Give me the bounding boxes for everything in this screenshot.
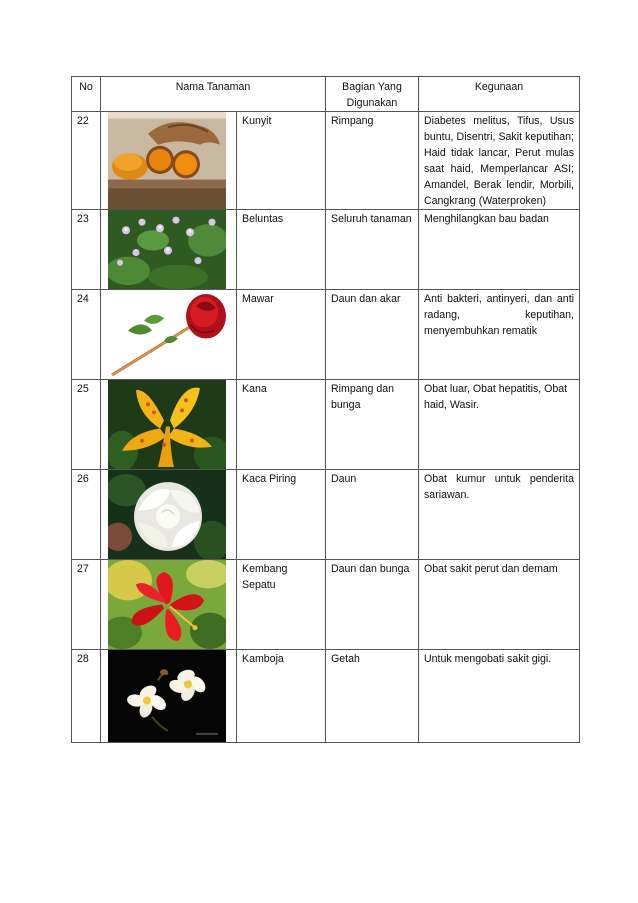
plant-name: Kana — [237, 380, 326, 470]
row-number: 23 — [72, 210, 101, 290]
plant-name: Kembang Sepatu — [237, 560, 326, 650]
photo-cell — [101, 560, 237, 650]
row-number: 22 — [72, 112, 101, 210]
plant-name: Beluntas — [237, 210, 326, 290]
plant-use: Diabetes melitus, Tifus, Usus buntu, Disentri, Sakit keputihan; Haid tidak lancar, Perut mulas saat haid, Memperlancar ASI; Amandel, Berak lendir, Morbili, Cangkrang (Waterproken) — [419, 112, 580, 210]
plant-use: Obat kumur untuk penderita sariawan. — [419, 470, 580, 560]
rose-photo — [108, 290, 226, 379]
row-number: 28 — [72, 650, 101, 743]
table-row — [72, 470, 580, 560]
photo-cell — [101, 210, 237, 290]
plant-use: Obat sakit perut dan demam — [419, 560, 580, 650]
canna-photo — [108, 380, 226, 469]
photo-cell — [101, 470, 237, 560]
row-number: 26 — [72, 470, 101, 560]
medicinal-plants-table — [71, 76, 580, 743]
photo-cell — [101, 290, 237, 380]
plant-name: Mawar — [237, 290, 326, 380]
photo-cell — [101, 112, 237, 210]
header-plant-name: Nama Tanaman — [101, 77, 326, 112]
row-number: 25 — [72, 380, 101, 470]
plant-part: Daun — [326, 470, 419, 560]
turmeric-photo — [108, 112, 226, 209]
photo-cell — [101, 380, 237, 470]
hibiscus-photo — [108, 560, 226, 649]
photo-cell — [101, 650, 237, 743]
plant-name: Kaca Piring — [237, 470, 326, 560]
plant-use: Obat luar, Obat hepatitis, Obat haid, Wasir. — [419, 380, 580, 470]
table-row — [72, 112, 580, 210]
plant-use: Menghilangkan bau badan — [419, 210, 580, 290]
gardenia-photo — [108, 470, 226, 559]
beluntas-photo — [108, 210, 226, 289]
table-row — [72, 560, 580, 650]
table-row — [72, 650, 580, 743]
row-number: 27 — [72, 560, 101, 650]
frangipani-photo — [108, 650, 226, 742]
header-part-line2: Digunakan — [346, 97, 398, 109]
header-part-line1: Bagian Yang — [342, 81, 402, 93]
header-no: No — [72, 77, 101, 112]
plant-use: Untuk mengobati sakit gigi. — [419, 650, 580, 743]
table-row — [72, 210, 580, 290]
table-row — [72, 290, 580, 380]
header-use: Kegunaan — [419, 77, 580, 112]
plant-part: Rimpang dan bunga — [326, 380, 419, 470]
plant-part: Seluruh tanaman — [326, 210, 419, 290]
table-row — [72, 380, 580, 470]
plant-part: Getah — [326, 650, 419, 743]
header-part-used — [326, 77, 419, 112]
plant-name: Kunyit — [237, 112, 326, 210]
plant-part: Daun dan akar — [326, 290, 419, 380]
plant-use: Anti bakteri, antinyeri, dan anti radang, keputihan, menyembuhkan rematik — [419, 290, 580, 380]
plant-part: Rimpang — [326, 112, 419, 210]
table-header-row — [72, 77, 580, 112]
plant-part: Daun dan bunga — [326, 560, 419, 650]
row-number: 24 — [72, 290, 101, 380]
plant-name: Kamboja — [237, 650, 326, 743]
